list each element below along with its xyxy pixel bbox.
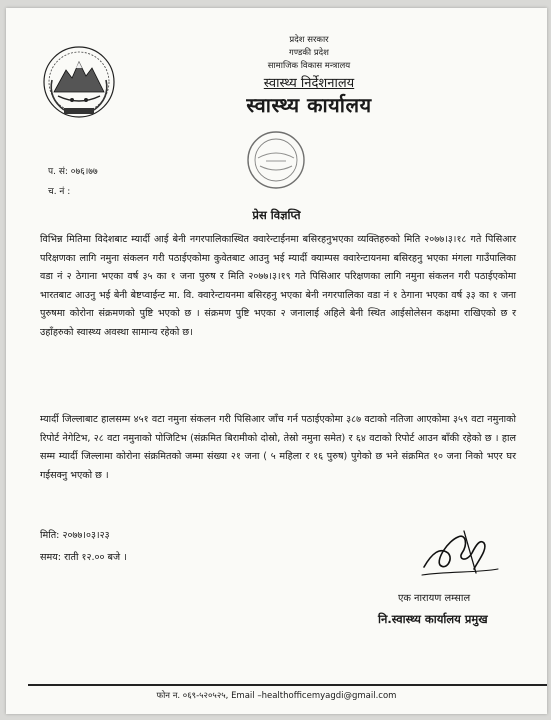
- contact-footer: फोन न. ०६९-५२०५२५, Email –healthofficemyagdi@gmail.com: [156, 691, 397, 701]
- signer-name: एक नारायण लम्साल: [398, 593, 471, 604]
- office-name: स्वास्थ्य कार्यालय: [246, 93, 372, 117]
- footer-divider: [28, 684, 547, 686]
- nepal-government-emblem-icon: [40, 40, 118, 124]
- header-line-1: प्रदेश सरकार: [289, 35, 329, 45]
- header-line-2: गण्डकी प्रदेश: [289, 48, 329, 58]
- handwritten-signature-icon: [418, 523, 502, 581]
- dispatch-number: च. नं :: [48, 187, 71, 197]
- issue-time: समय: राती १२.०० बजे ।: [40, 552, 127, 563]
- reference-number: प. सं: ०७६।७७: [48, 167, 98, 177]
- letterhead: [174, 34, 444, 118]
- document-title: प्रेस विज्ञप्ति: [252, 208, 301, 222]
- directorate-name: स्वास्थ्य निर्देशनालय: [263, 76, 355, 91]
- header-line-3: सामाजिक विकास मन्त्रालय: [267, 61, 351, 71]
- signer-title: नि.स्वास्थ्य कार्यालय प्रमुख: [378, 612, 488, 626]
- letter-page: [6, 8, 547, 714]
- office-stamp-icon: [244, 128, 308, 192]
- body-paragraph-1: विभिन्न मितिमा विदेशबाट म्यार्दी आई बेनी नगरपालिकास्थित क्वारेन्टाईनमा बसिरहनुभएका व्यक्तिहरुको मिति २०७७।३।१८ गते पिसिआर परिक्षणका लागि नमुना संकलन गरी पठाईएकोमा कुवेतबाट आउनु भई म्यार्दी क्याम्पस क्वारेन्टायनमा बसिरहनु भएका मंगला गाउँपालिका वडा नं २ ठेगाना भएका वर्ष ३५ का १ जना पुरुष र मिति २०७७।३।१९ गते पिसिआर परिक्षणका लागि नमुना संकलन गरी पठाईएकोमा भारतबाट आउनु भई बेनी बेष्टप्वाईन्ट मा. वि. क्वारेन्टायनमा बसिरहनु भएका बेनी नगरपालिका वडा नं १ ठेगाना भएका वर्ष ३३ का १ जना पुरुषमा कोरोना संक्रमणको पुष्टि भएको छ । संक्रमण पुष्टि भएका २ जनालाई अहिले बेनी स्थित आईसोलेसन कक्षमा राखिएको छ र उहाँहरुको स्वास्थ्य अवस्था सामान्य रहेको छ।: [40, 234, 516, 338]
- body-paragraph-2: म्यार्दी जिल्लाबाट हालसम्म ४५१ वटा नमुना संकलन गरी पिसिआर जाँच गर्न पठाईएकोमा ३८७ वटाको नतिजा आएकोमा ३५९ वटा नमुनाको रिपोर्ट नेगेटिभ, २८ वटा नमुनाको पोजिटिभ (संक्रमित बिरामीको दोस्रो, तेस्रो नमुना समेत) र ६४ वटाको रिपोर्ट आउन बाँकी रहेको छ । हाल सम्म म्यार्दी जिल्लामा कोरोना संक्रमितको जम्मा संख्या २१ जना ( ५ महिला र १६ पुरुष) पुगेको छ भने संक्रमित १० जना निको भएर घर गईसक्नु भएको छ ।: [40, 414, 516, 481]
- issue-date: मिति: २०७७।०३।२३: [40, 530, 110, 541]
